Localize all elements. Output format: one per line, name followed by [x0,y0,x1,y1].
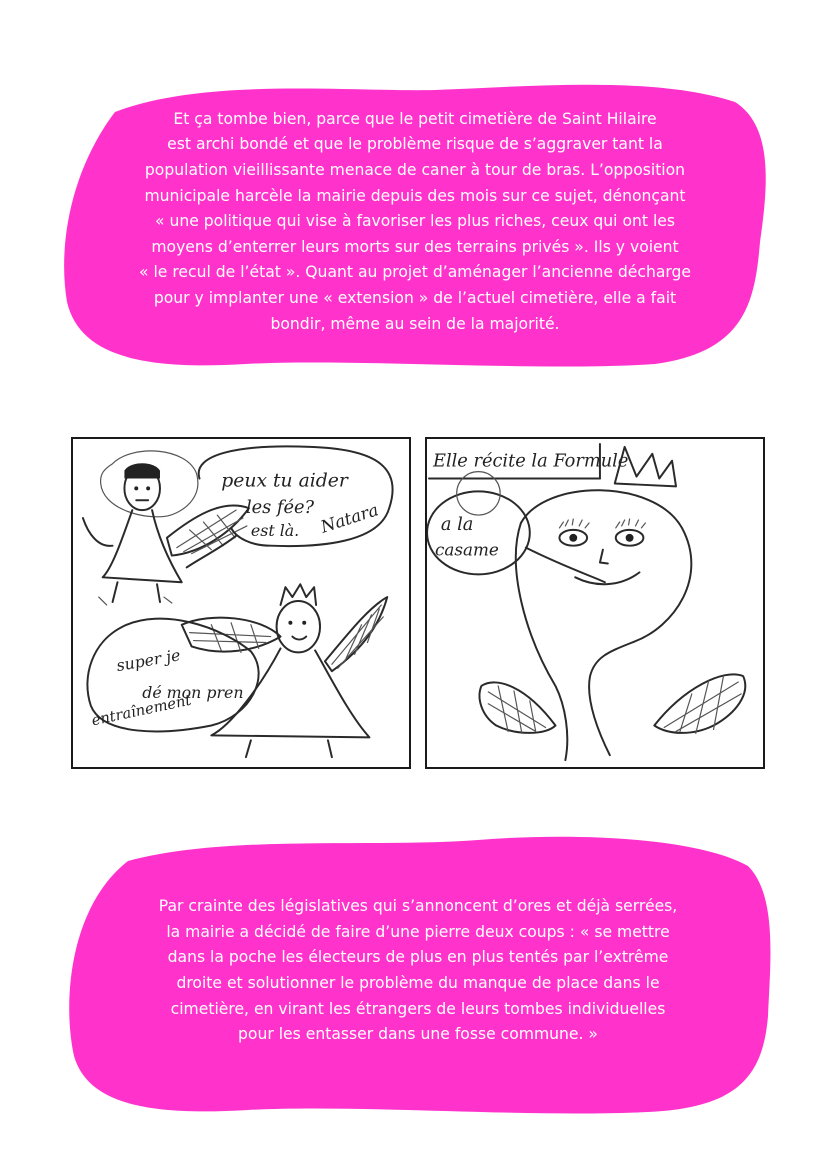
child-drawing-princess [427,439,763,767]
bubble-top-line4: est là. [250,520,300,540]
bubble-line2: casame [434,539,499,560]
bubble-line1: a la [440,513,474,535]
text-blob-bottom [58,826,778,1116]
bubble-bottom-line2: dé mon pren [142,682,244,702]
bubble-bottom-line3: entraînement [90,691,193,730]
comic-panel-right [425,437,765,769]
child-drawing-fairies [73,439,409,767]
bubble-top-line1: peux tu aider [221,470,348,492]
panel-caption: Elle récite la Formule [432,450,629,472]
text-blob-top [55,72,775,372]
paragraph-top: Et ça tombe bien, parce que le petit cimetière de Saint Hilaire est archi bondé et que le problème risque de s’aggraver tant la population vieillissante menace de caner à tour de bras. L’opposition municipale harcèle la mairie depuis des mois sur ce sujet, dénonçant « une politique qui vise à favoriser les plus riches, ceux qui ont les moyens d’enterrer leurs morts sur des terrains privés ». Ils y voient « le recul de l’état ». Quant au projet d’aménager l’ancienne décharge pour y implanter une « extension » de l’actuel cimetière, elle a fait bondir, même au sein de la majorité. [138,109,692,333]
paragraph-bottom: Par crainte des législatives qui s’annoncent d’ores et déjà serrées, la mairie a décidé de faire d’une pierre deux coups : « se mettre dans la poche les électeurs de plus en plus tentés par l’extrême droite et solutionner le problème du manque de place dans le cimetière, en virant les étrangers de leurs tombes individuelles pour les entasser dans une fosse commune. » [158,897,678,1044]
bubble-top-line3: Natara [318,499,381,537]
comic-panel-left [71,437,411,769]
bubble-top-line2: les fée? [245,497,315,519]
bubble-bottom-line1: super je [114,645,182,676]
